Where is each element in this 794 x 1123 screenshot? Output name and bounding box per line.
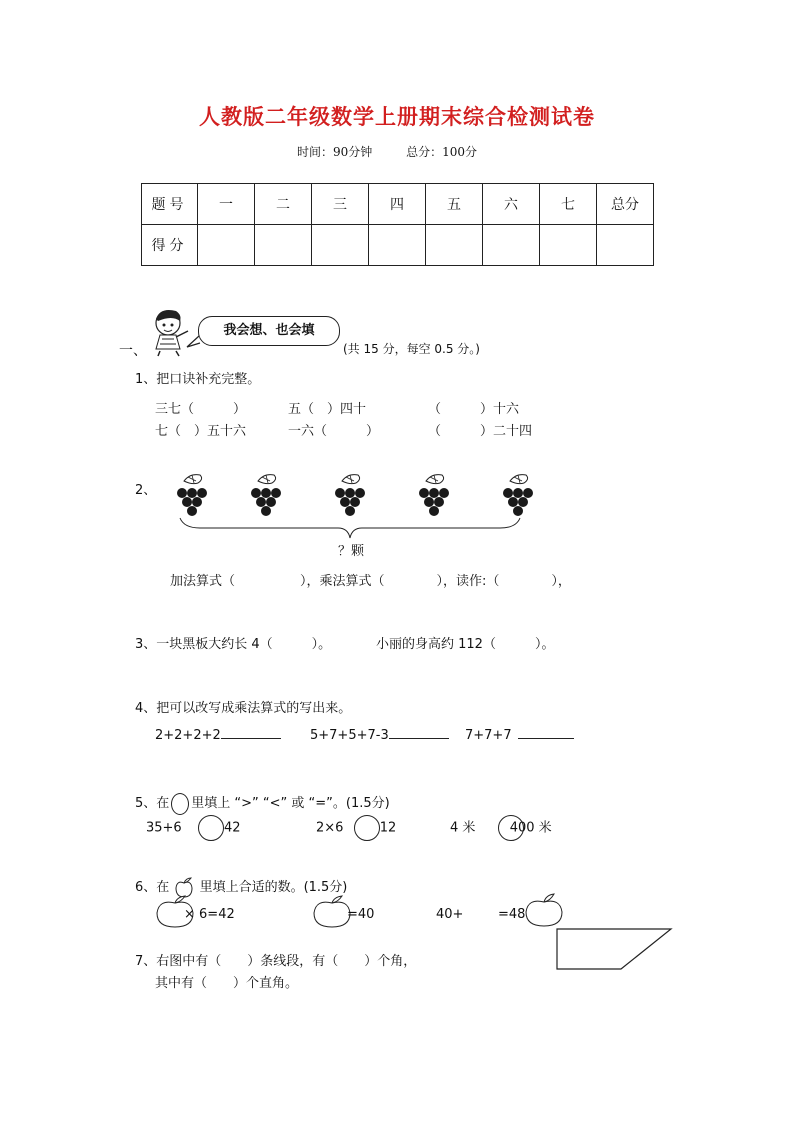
q1-r2-b: 一六（ ） (288, 424, 380, 439)
grapes-illustration (160, 466, 550, 546)
q6-item-1: × 6=42 (184, 907, 235, 922)
q5-label-pre: 5、在 (135, 796, 170, 811)
q5-right-2: 12 (379, 820, 397, 836)
row-label-question: 题号 (142, 184, 198, 225)
col-1: 一 (198, 184, 255, 225)
trapezoid-figure (555, 926, 675, 972)
col-3: 三 (312, 184, 369, 225)
answer-blank[interactable] (389, 738, 449, 739)
q1-label: 1、把口诀补充完整。 (135, 372, 261, 387)
q5-item-3 (450, 815, 552, 841)
q3-part1: 3、一块黑板大约长 4（ ）。 (135, 637, 332, 652)
apple-blank[interactable] (524, 893, 564, 929)
col-4: 四 (369, 184, 426, 225)
circle-icon (171, 793, 189, 815)
score-cell[interactable] (198, 225, 255, 266)
q4-expr-3: 7+7+7 (465, 728, 512, 743)
exam-meta (297, 143, 477, 160)
compare-circle[interactable] (354, 815, 380, 841)
q7-line2: 其中有（ ）个直角。 (155, 976, 299, 991)
section-score-note: (共 15 分，每空 0.5 分。) (343, 342, 480, 356)
q1-r1-b: 五（ ）四十 (288, 402, 367, 417)
q1-r1-a: 三七（ ） (155, 402, 247, 417)
exam-total: 总分：100分 (406, 145, 478, 159)
score-cell[interactable] (483, 225, 540, 266)
q3-part2: 小丽的身高约 112（ ）。 (376, 637, 555, 652)
q2-label: 2、 (135, 483, 157, 498)
row-label-score: 得分 (142, 225, 198, 266)
q4-item-1 (155, 728, 281, 743)
answer-blank[interactable] (221, 738, 281, 739)
exam-time: 时间：90分钟 (297, 145, 373, 159)
q2-brace-text: ？颗 (338, 544, 365, 559)
score-table-header-row (142, 184, 654, 225)
col-7: 七 (540, 184, 597, 225)
section-number: 一、 (119, 343, 147, 359)
q5-item-1 (146, 815, 241, 841)
q4-item-2 (310, 728, 449, 743)
q1-r2-c: （ ）二十四 (428, 424, 533, 439)
q4-expr-2: 5+7+5+7-3 (310, 728, 389, 743)
score-cell[interactable] (255, 225, 312, 266)
q4-label: 4、把可以改写成乘法算式的写出来。 (135, 701, 352, 716)
apple-blank[interactable] (312, 895, 352, 929)
score-cell[interactable] (540, 225, 597, 266)
q7-line1: 7、右图中有（ ）条线段，有（ ）个角， (135, 954, 417, 969)
q5-right-3: 400 米 (509, 820, 552, 836)
bubble-tail (186, 334, 202, 350)
q1-r1-c: （ ）十六 (428, 402, 520, 417)
q4-item-3 (465, 728, 574, 743)
q6-label-pre: 6、在 (135, 880, 170, 895)
score-table (141, 183, 654, 266)
col-6: 六 (483, 184, 540, 225)
col-2: 二 (255, 184, 312, 225)
col-5: 五 (426, 184, 483, 225)
score-cell[interactable] (312, 225, 369, 266)
score-cell[interactable] (426, 225, 483, 266)
compare-circle[interactable] (198, 815, 224, 841)
score-cell[interactable] (597, 225, 654, 266)
q5-label (135, 792, 390, 815)
col-total: 总分 (597, 184, 654, 225)
q5-left-1: 35+6 (146, 820, 182, 836)
q1-r2-a: 七（ ）五十六 (155, 424, 247, 439)
answer-blank[interactable] (518, 738, 574, 739)
q4-expr-1: 2+2+2+2 (155, 728, 221, 743)
q6-label-post: 里填上合适的数。(1.5分) (199, 880, 348, 895)
q6-item-2: =40 (347, 907, 375, 922)
page-title: 人教版二年级数学上册期末综合检测试卷 (199, 105, 595, 129)
q5-item-2 (316, 815, 396, 841)
q5-left-2: 2×6 (316, 820, 344, 836)
q6-item-4: =48 (498, 907, 526, 922)
score-cell[interactable] (369, 225, 426, 266)
section-title-bubble: 我会想、也会填 (198, 316, 340, 346)
q5-right-1: 42 (224, 820, 241, 836)
q2-answer-line: 加法算式（ ），乘法算式（ ），读作:（ ）， (170, 574, 571, 589)
q5-label-post: 里填上 “>” “<” 或 “=”。(1.5分) (191, 796, 390, 811)
q5-left-3: 4 米 (450, 820, 476, 836)
q6-item-3: 40+ (436, 907, 464, 922)
score-table-score-row (142, 225, 654, 266)
